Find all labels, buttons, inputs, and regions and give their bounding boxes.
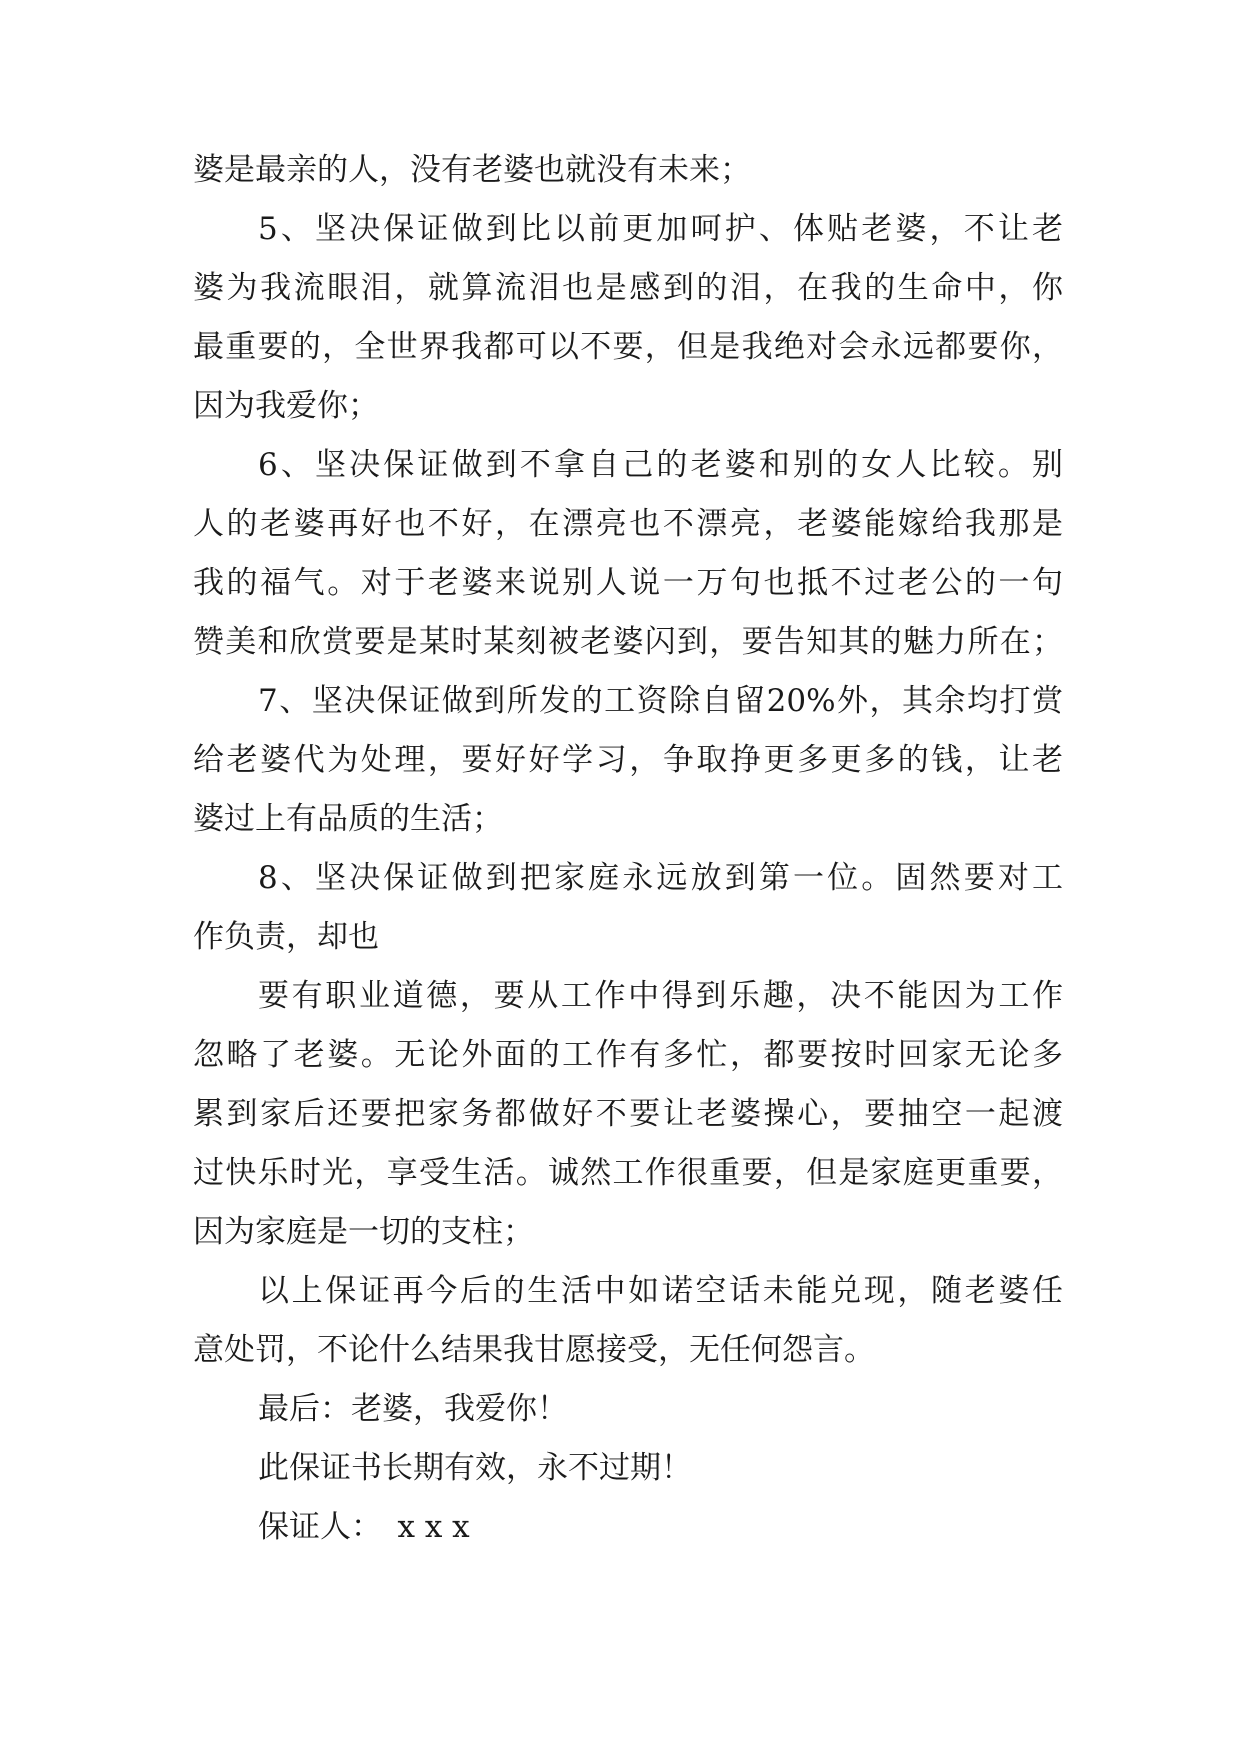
text-line: 6、坚决保证做到不拿自己的老婆和别的女人比较。别	[258, 447, 1063, 483]
text-line: 最重要的，全世界我都可以不要，但是我绝对会永远都要你，	[193, 329, 1063, 365]
text-line: 要有职业道德，要从工作中得到乐趣，决不能因为工作	[258, 978, 1063, 1014]
text-line: 以上保证再今后的生活中如诺空话未能兑现，随老婆任	[258, 1273, 1063, 1309]
text-line: 5、坚决保证做到比以前更加呵护、体贴老婆，不让老	[258, 211, 1063, 247]
text-line: 意处罚，不论什么结果我甘愿接受，无任何怨言。	[193, 1332, 875, 1368]
text-line: 因为家庭是一切的支柱；	[193, 1214, 534, 1250]
text-line: 我的福气。对于老婆来说别人说一万句也抵不过老公的一句	[193, 565, 1063, 601]
text-line: 忽略了老婆。无论外面的工作有多忙，都要按时回家无论多	[193, 1037, 1063, 1073]
text-line: 过快乐时光，享受生活。诚然工作很重要，但是家庭更重要，	[193, 1155, 1063, 1191]
text-line: 最后：老婆，我爱你！	[258, 1391, 568, 1427]
text-line: 因为我爱你；	[193, 388, 379, 424]
text-line: 婆为我流眼泪，就算流泪也是感到的泪，在我的生命中，你	[193, 270, 1063, 306]
text-line: 婆过上有品质的生活；	[193, 801, 503, 837]
text-line: 作负责，却也	[193, 919, 379, 955]
text-line: 婆是最亲的人，没有老婆也就没有未来；	[193, 152, 751, 188]
text-line: 累到家后还要把家务都做好不要让老婆操心，要抽空一起渡	[193, 1096, 1063, 1132]
text-line: 此保证书长期有效，永不过期！	[258, 1450, 692, 1486]
text-line: 8、坚决保证做到把家庭永远放到第一位。固然要对工	[258, 860, 1063, 896]
text-line: 给老婆代为处理，要好好学习，争取挣更多更多的钱，让老	[193, 742, 1063, 778]
text-line: 7、坚决保证做到所发的工资除自留20%外，其余均打赏	[258, 683, 1063, 719]
guarantor-signature-line: 保证人： x x x	[258, 1509, 470, 1545]
text-line: 人的老婆再好也不好，在漂亮也不漂亮，老婆能嫁给我那是	[193, 506, 1063, 542]
text-line: 赞美和欣赏要是某时某刻被老婆闪到，要告知其的魅力所在；	[193, 624, 1063, 660]
